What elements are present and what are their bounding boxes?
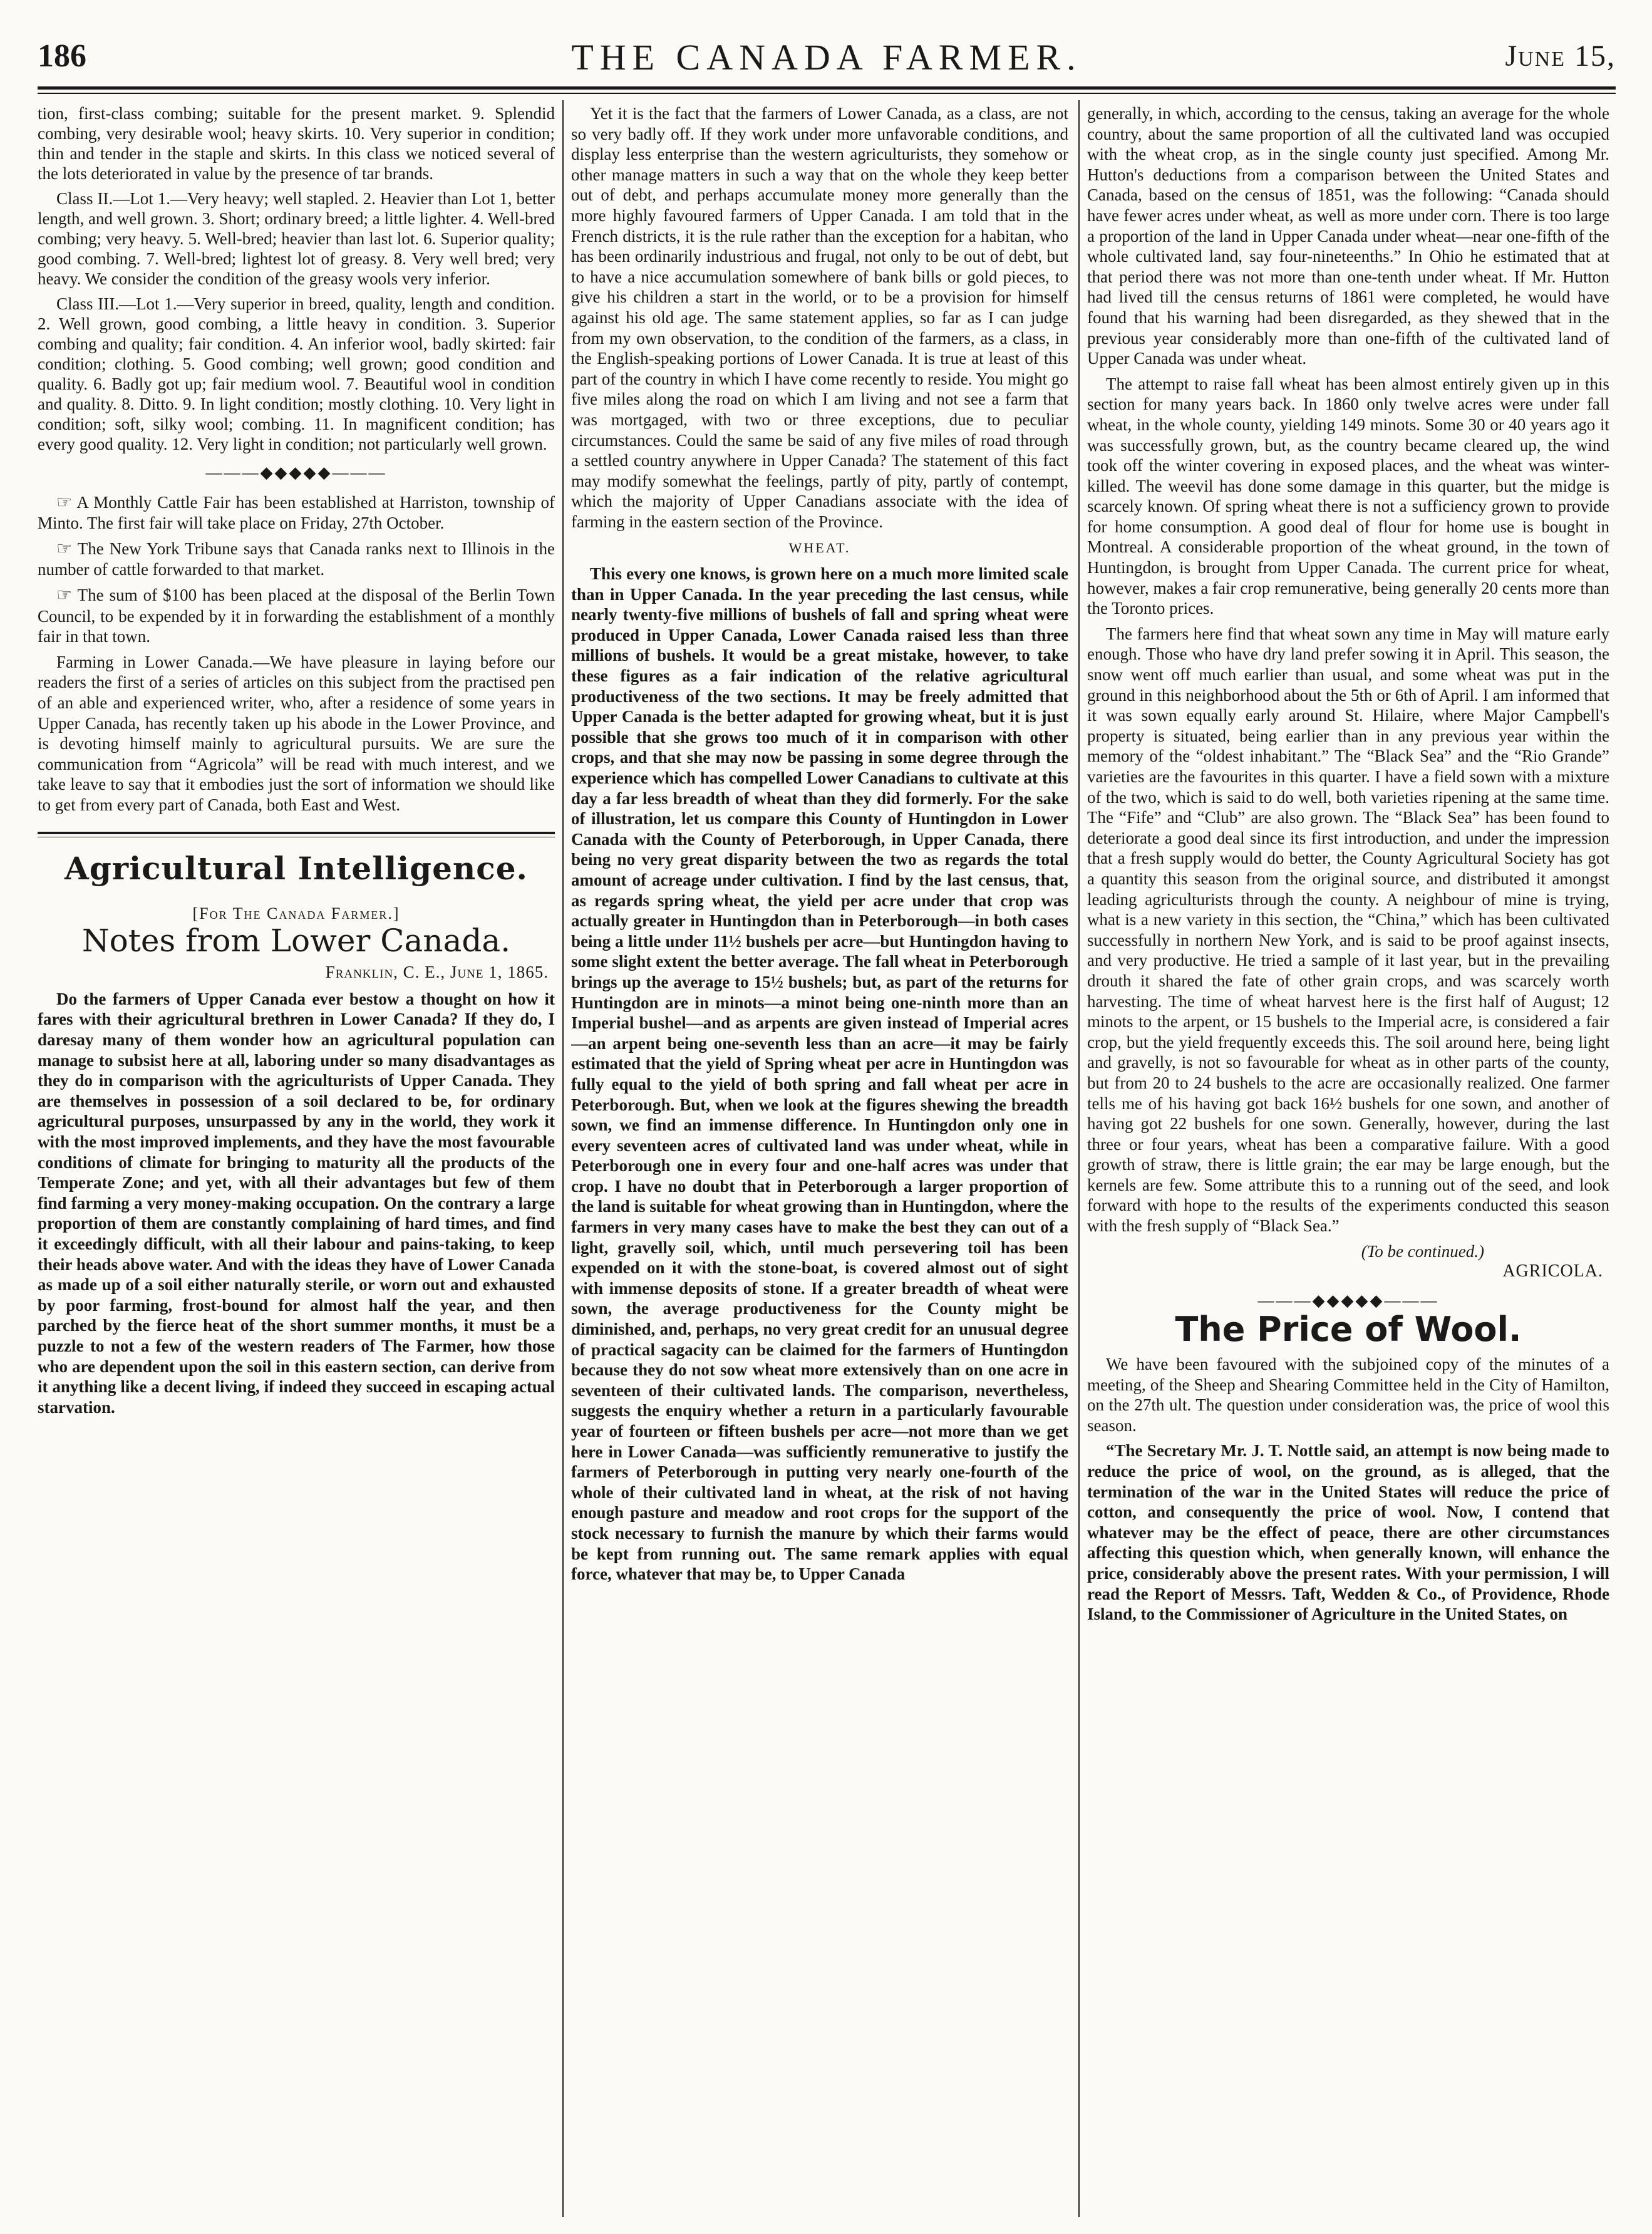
article-title: The Price of Wool. — [1175, 1310, 1522, 1350]
article-body-paragraph: This every one knows, is grown here on a much more limited scale than in Upper Canada. In the year preceding the last census, while nearly twenty-five millions of bushels of fall and spring wheat were produced in Upper Canada, Lower Canada raised less than three millions of bushels. It would be a great mistake, however, to take these figures as a fair indication of the relative agricultural productiveness of the two sections. It may be freely admitted that Upper Canada is the better adapted for growing wheat, but it is just possible that she grows too much of it in comparison with other crops, and that she may now be passing in some degree through the experience which has compelled Lower Canadians to cultivate at this day a far less breadth of wheat than they did formerly. For the sake of illustration, let us compare this County of Huntingdon in Lower Canada with the County of Peterborough, in Upper Canada, there being no very great disparity between the two as regards the total amount of acreage under cultivation. I find by the last census, that, as regards spring wheat, the yield per acre under that crop was actually greater in Huntingdon than in Peterborough—in both cases being a little under 11½ bushels per acre—but Huntingdon having to some slight extent the better average. The fall wheat in Peterborough brings up the average to 15½ bushels; but, as part of the returns for Huntingdon are in minots—a minot being one-ninth more than an Imperial bushel—and as arpents are given instead of Imperial acres—an arpent being one-seventh less than an acre—it may be fairly estimated that the yield of Spring wheat per acre in Huntingdon was fully equal to the yield of both spring and fall wheat per acre in Peterborough. But, when we look at the figures shewing the breadth sown, we find an immense difference. In Huntingdon only one in every seventeen acres of cultivated land was under wheat, while in Peterborough one in every four and one-half acres was under that crop. I have no doubt that in Peterborough a larger proportion of the land is suitable for wheat growing than in Huntingdon, where the farmers in very many cases have to make the best they can out of a light, gravelly soil, which, until much persevering toil has been expended on it with the stone-boat, is covered almost out of sight with immense deposits of stone. If a greater breadth of wheat were sown, the average productiveness for the County might be diminished, and, perhaps, no very great credit for an unusual degree of practical sagacity can be claimed for the farmers of Huntingdon because they do not sow wheat more extensively than on one acre in seventeen of their cultivated lands. The comparison, nevertheless, suggests the enquiry whether a return in a particularly favourable year of fourteen or fifteen bushels per acre—not more than we get here in Lower Canada—was sufficiently remunerative to justify the farmers of Peterborough in putting very nearly one-fourth of the whole of their cultivated land in wheat, at the risk of not having enough pasture and meadow and root crops for the support of the stock necessary to furnish the manure by which their farms would be kept from running out. The same remark applies with equal force, whatever that may be, to Upper Canada — [571, 564, 1068, 1584]
column-divider — [1078, 100, 1080, 2217]
article-dateline: Franklin, C. E., June 1, 1865. — [325, 963, 549, 982]
article-body-paragraph: The farmers here find that wheat sown any time in May will mature early enough. Those who have dry land prefer sowing it in April. This season, the snow went off much earlier than usual, and some wheat was put in the ground in this neighborhood about the 5th or 6th of April. I am informed that it was sown equally early around St. Hilaire, where Major Campbell's property is situated, being earlier than in any previous year within the memory of the “oldest inhabitant.” The “Black Sea” and the “Rio Grande” varieties are the favourites in this quarter. I have a field sown with a mixture of the two, which is said to do well, both varieties ripening at the same time. The “Fife” and “Club” are also grown. The “Black Sea” has been found to deteriorate a good deal since its first introduction, and under the impression that a fresh supply would do better, the County Agricultural Society has got a quantity this season from the original source, and distributed it amongst leading agriculturists through the county. A neighbour of mine is trying, what is a new variety in this section, the “China,” which has been cultivated successfully in northern New York, and is said to be proof against insects, and very productive. He tried a sample of it last year, but in the prevailing drouth it shared the fate of other grain crops, and was scarcely worth harvesting. The time of wheat harvest here is the first half of August; 12 minots to the arpent, or 15 bushels to the Imperial acre, is considered a fair crop, but the yield frequently exceeds this. The soil around here, being light and gravelly, is not so favourable for wheat as in other parts of the county, but from 20 to 24 bushels to the acre are occasionally realized. One farmer tells me of his having got back 16½ bushels for one sown, and another of having got 22 bushels for one sown. Generally, however, during the last three or four years, wheat has been a comparative failure. With a good growth of straw, there is little grain; the ear may be large enough, but the kernels are few. Some attribute this to a running out of the seed, and look forward with hope to the results of the experiments conducted this season with the fresh supply of “Black Sea.” — [1087, 624, 1609, 1236]
note-text: A Monthly Cattle Fair has been established at Harriston, township of Minto. The first fair will take place on Friday, 27th October. — [38, 492, 555, 533]
page-header — [38, 25, 1616, 85]
wool-class-2: Class II.—Lot 1.—Very heavy; well stapled. 2. Heavier than Lot 1, better length, and well grown. 3. Short; ordinary breed; a little lighter. 4. Well-bred combing; very heavy. 5. Well-bred; heavier than last lot. 6. Superior quality; good combing. 7. Well-bred; lightest lot of greasy. 8. Very well bred; very heavy. We consider the condition of the greasy wools very inferior. — [38, 189, 555, 288]
farming-lower-canada-note: Farming in Lower Canada.—We have pleasure in laying before our readers the first of a series of articles on this subject from the practised pen of an able and experienced writer, who, after a residence of some years in Upper Canada, has recently taken up his abode in the Lower Province, and is devoting himself mainly to agricultural pursuits. We are sure the communication from “Agricola” will be read with much interest, and we take leave to say that it embodies just the sort of information we should like to get from every part of Canada, both East and West. — [38, 652, 555, 814]
pointing-hand-icon: ☞ — [56, 585, 73, 605]
column-divider — [562, 100, 564, 2217]
news-note — [38, 539, 555, 580]
note-text: The New York Tribune says that Canada ranks next to Illinois in the number of cattle forwarded to that market. — [38, 539, 555, 579]
article-body-paragraph: “The Secretary Mr. J. T. Nottle said, an attempt is now being made to reduce the price of wool, on the ground, as is alleged, that the termination of the war in the United States will reduce the price of cotton, and consequently the price of wool. Now, I contend that whatever may be the effect of peace, there are other circumstances affecting this question which, when generally known, will enhance the price, considerably above the present rates. With your permission, I will read the Report of Messrs. Taft, Wedden & Co., of Providence, Rhode Island, to the Commissioner of Agriculture in the United States, on — [1087, 1441, 1609, 1624]
news-note — [38, 585, 555, 647]
ornament-divider: ———◆◆◆◆◆——— — [205, 463, 387, 482]
masthead-title: THE CANADA FARMER. — [571, 37, 1082, 78]
note-text: The sum of $100 has been placed at the disposal of the Berlin Town Council, to be expended by it in forwarding the establishment of a monthly fair in that town. — [38, 585, 555, 646]
article-body-paragraph: Yet it is the fact that the farmers of Lower Canada, as a class, are not so very badly off. If they work under more unfavorable conditions, and display less enterprise than the western agriculturists, they somehow or other manage matters in such a way that on the whole they keep better out of debt, and perhaps accumulate money more generally than the more highly favoured farmers of Upper Canada. I am told that in the French districts, it is the rule rather than the exception for a habitan, who has been ordinarily industrious and frugal, not only to be out of debt, but to have a nice accumulation somewhere of bank bills or gold pieces, to give his children a start in the world, or to be a provision for himself against his old age. The same statement applies, so far as I can judge from my own observation, to the condition of the farmers, as a class, in the English-speaking portions of Lower Canada. It is true at least of this part of the country in which I have come recently to reside. You might go five miles along the road on which I am living and not see a farm that was mortgaged, with two or three exceptions, due to peculiar circumstances. Could the same be said of any five miles of road through a settled country anywhere in Upper Canada? The statement of this fact may modify somewhat the feelings, partly of pity, partly of contempt, which the majority of Upper Canadians associate with the idea of farming in the eastern section of the Province. — [571, 104, 1068, 531]
column-2 — [571, 103, 1068, 2214]
column-3 — [1087, 103, 1609, 2214]
news-note — [38, 492, 555, 534]
article-body-paragraph: We have been favoured with the subjoined copy of the minutes of a meeting, of the Sheep and Shearing Committee held in the City of Hamilton, on the 27th ult. The question under consideration was, the price of wool this season. — [1087, 1355, 1609, 1435]
article-body-paragraph: The attempt to raise fall wheat has been almost entirely given up in this section for many years back. In 1860 only twelve acres were under fall wheat, in the whole county, yielding 149 minots. Some 30 or 40 years ago it was successfully grown, but, as the country became cleared up, the wind took off the winter covering in exposed places, and the wheat was winter-killed. The weevil has done some damage in this quarter, but the midge is scarcely known. Of spring wheat there is not a sufficiency grown to provide for home consumption. A good deal of flour for home use is bought in Montreal. A considerable proportion of the wheat ground, in the town of Huntingdon, is brought from Upper Canada. The current price for wheat, however, makes a fair crop remunerative, being generally 20 cents more than the Toronto prices. — [1087, 374, 1609, 618]
pointing-hand-icon: ☞ — [56, 492, 73, 512]
issue-date: June 15, — [1505, 39, 1616, 73]
for-line: [For The Canada Farmer.] — [192, 904, 400, 923]
page-number: 186 — [38, 38, 86, 74]
ornament-divider: ———◆◆◆◆◆——— — [1257, 1291, 1439, 1310]
pointing-hand-icon: ☞ — [56, 539, 73, 559]
wool-class-1-continued: tion, first-class combing; suitable for the present market. 9. Splendid combing, very desirable wool; heavy skirts. 10. Very superior in condition; thin and tender in the staple and skirts. In this class we noticed several of the lots deteriorated in value by the presence of tar brands. — [38, 104, 555, 183]
section-title: Agricultural Intelligence. — [65, 849, 528, 887]
article-body-paragraph: Do the farmers of Upper Canada ever bestow a thought on how it fares with their agricultural brethren in Lower Canada? If they do, I daresay many of them wonder how an agricultural population can manage to subsist here at all, laboring under so many disadvantages as they do in comparison with the agriculturists of Upper Canada. They are themselves in possession of a soil declared to be, for ordinary agricultural purposes, unsurpassed by any in the world, they work it with the most improved implements, and they have the most favourable conditions of climate for bringing to maturity all the products of the Temperate Zone; and yet, with all their advantages but few of them find farming a very money-making occupation. On the contrary a large proportion of them are constantly complaining of hard times, and find it exceedingly difficult, with all their labour and pains-taking, to keep their heads above water. And with the ideas they have of Lower Canada as made up of a soil either naturally sterile, or worn out and exhausted by poor farming, frost-bound for almost half the year, and then parched by the fierce heat of the short summer months, it must be a puzzle to not a few of the western readers of The Farmer, how those who are dependent upon the soil in this eastern section, can derive from it anything like a decent living, if indeed they succeed in escaping actual starvation. — [38, 989, 555, 1417]
article-body-paragraph: generally, in which, according to the census, taking an average for the whole country, about the same proportion of all the cultivated land was occupied with the wheat crop, as in the single county just specified. Among Mr. Hutton's deductions from a comparison between the United States and Canada, based on the census of 1851, was the following: “Canada should have fewer acres under wheat, as well as more under corn. There is too large a proportion of the land in Upper Canada under wheat—near one-fifth of the whole cultivated land, say four-nineteenths.” In Ohio he estimated that at that period there was not more than one-tenth under wheat. If Mr. Hutton had lived till the census returns of 1861 were completed, he would have found that his warning had been disregarded, as they shewed that in the previous year considerably more than one-fifth of the cultivated land of Upper Canada was under wheat. — [1087, 104, 1609, 368]
to-be-continued: (To be continued.) — [1361, 1241, 1484, 1261]
header-rule — [38, 86, 1616, 90]
column-1 — [38, 103, 555, 2214]
author-signature: AGRICOLA. — [1502, 1261, 1603, 1281]
subhead-wheat: WHEAT. — [788, 540, 851, 556]
article-title: Notes from Lower Canada. — [81, 922, 511, 959]
header-rule-thin — [38, 93, 1616, 94]
section-rule — [38, 832, 555, 837]
wool-class-3: Class III.—Lot 1.—Very superior in breed, quality, length and condition. 2. Well grown, good combing, a little heavy in condition. 3. Superior combing and quality; fair condition. 4. An inferior wool, badly skirted: fair condition; clothing. 5. Good combing; well grown; good condition and quality. 6. Badly got up; fair medium wool. 7. Beautiful wool in condition and quality. 8. Ditto. 9. In light condition; mostly clothing. 10. Very light in condition; soft, silky wool; combing. 11. In magnificent condition; has every good quality. 12. Very light in condition; not particularly well grown. — [38, 294, 555, 453]
